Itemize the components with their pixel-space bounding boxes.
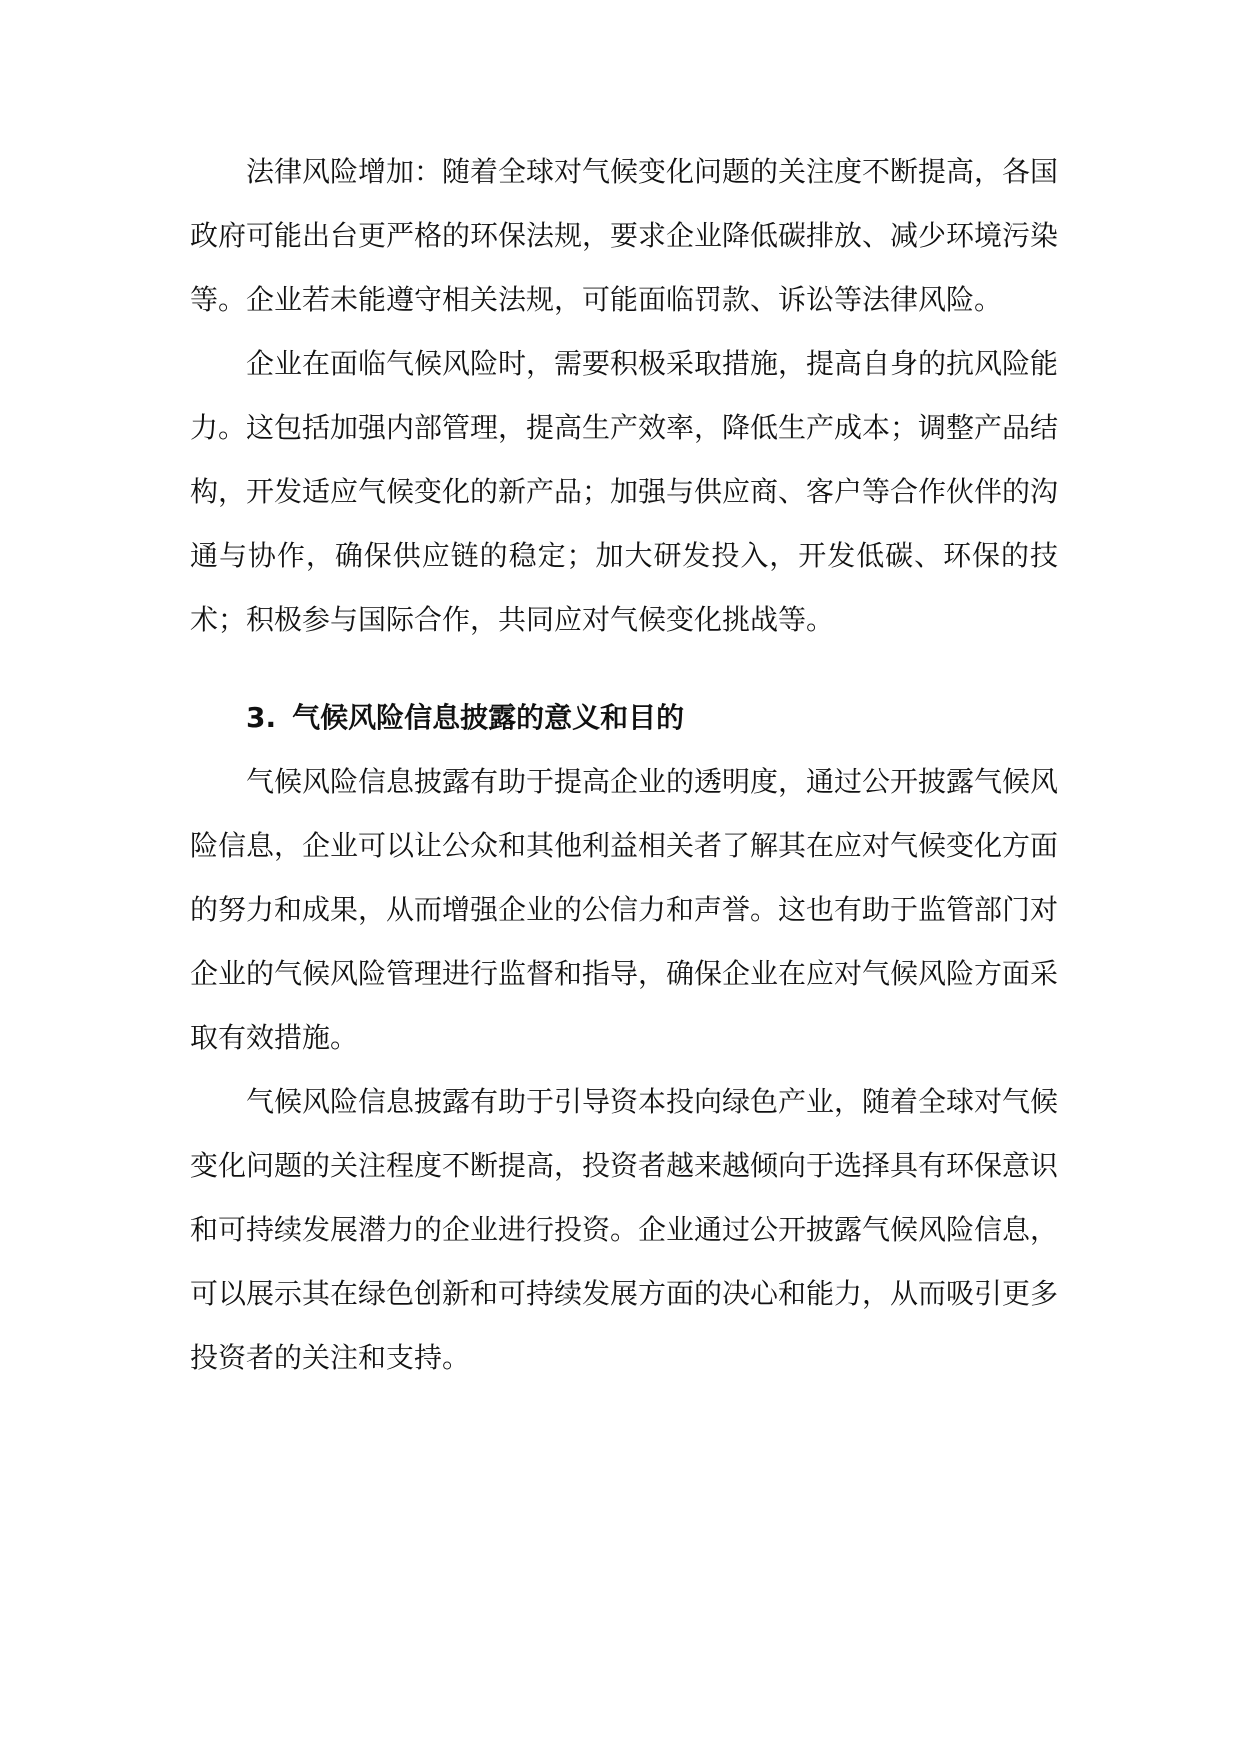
section-number: 3. <box>246 701 277 734</box>
document-content <box>190 140 1058 1390</box>
paragraph-legal-risk: 法律风险增加：随着全球对气候变化问题的关注度不断提高，各国政府可能出台更严格的环保法规，要求企业降低碳排放、减少环境污染等。企业若未能遵守相关法规，可能面临罚款、诉讼等法律风险。 <box>190 155 1059 316</box>
paragraph-risk-response-measures: 企业在面临气候风险时，需要积极采取措施，提高自身的抗风险能力。这包括加强内部管理，提高生产效率，降低生产成本；调整产品结构，开发适应气候变化的新产品；加强与供应商、客户等合作伙伴的沟通与协作，确保供应链的稳定；加大研发投入，开发低碳、环保的技术；积极参与国际合作，共同应对气候变化挑战等。 <box>190 347 1059 636</box>
paragraph-disclosure-green-investment: 气候风险信息披露有助于引导资本投向绿色产业，随着全球对气候变化问题的关注程度不断提高，投资者越来越倾向于选择具有环保意识和可持续发展潜力的企业进行投资。企业通过公开披露气候风险信息，可以展示其在绿色创新和可持续发展方面的决心和能力，从而吸引更多投资者的关注和支持。 <box>190 1085 1059 1374</box>
section-heading <box>190 686 1058 750</box>
section-title: 气候风险信息披露的意义和目的 <box>292 701 685 734</box>
paragraph-disclosure-transparency: 气候风险信息披露有助于提高企业的透明度，通过公开披露气候风险信息，企业可以让公众和其他利益相关者了解其在应对气候变化方面的努力和成果，从而增强企业的公信力和声誉。这也有助于监管部门对企业的气候风险管理进行监督和指导，确保企业在应对气候风险方面采取有效措施。 <box>190 765 1059 1054</box>
section-heading-text <box>190 686 1058 750</box>
